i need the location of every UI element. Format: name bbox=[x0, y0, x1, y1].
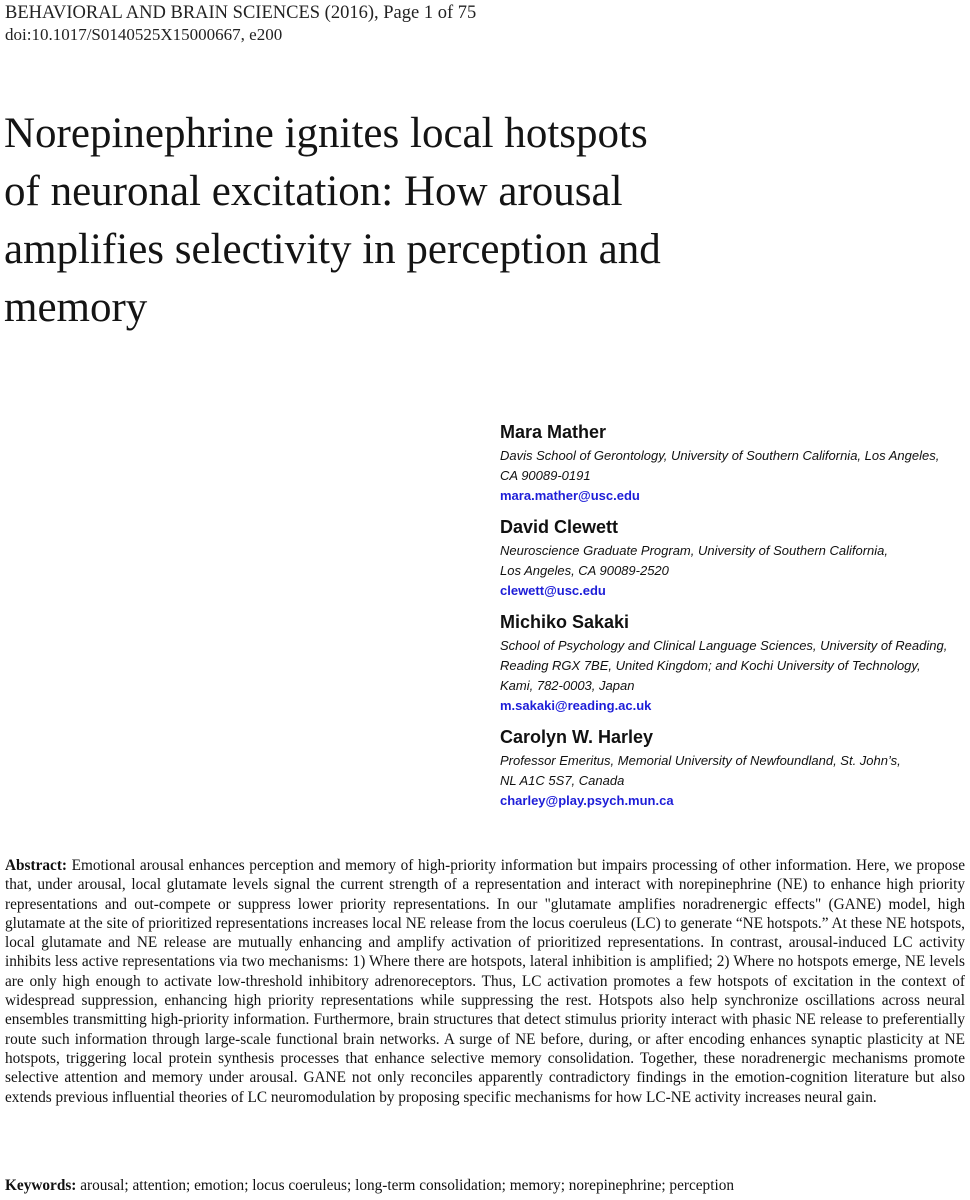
author-name: Carolyn W. Harley bbox=[500, 727, 654, 747]
author-block bbox=[500, 513, 965, 601]
title-line: amplifies selectivity in perception and bbox=[4, 226, 661, 273]
author-name: Mara Mather bbox=[500, 422, 607, 442]
author-name: Michiko Sakaki bbox=[500, 612, 630, 632]
abstract bbox=[5, 856, 965, 1107]
author-block bbox=[500, 723, 965, 811]
author-affiliation: Neuroscience Graduate Program, University of Southern California, bbox=[500, 543, 889, 558]
author-affiliation: Reading RGX 7BE, United Kingdom; and Kochi University of Technology, bbox=[500, 658, 921, 673]
author-affiliation: Professor Emeritus, Memorial University of Newfoundland, St. John’s, bbox=[500, 753, 901, 768]
keywords-label: Keywords: bbox=[5, 1177, 77, 1194]
author-affiliation: NL A1C 5S7, Canada bbox=[500, 773, 625, 788]
author-affiliation: CA 90089-0191 bbox=[500, 468, 591, 483]
author-email-link[interactable]: charley@play.psych.mun.ca bbox=[500, 793, 674, 808]
author-list bbox=[500, 418, 965, 818]
title-line: Norepinephrine ignites local hotspots bbox=[4, 110, 648, 157]
title-line: of neuronal excitation: How arousal bbox=[4, 168, 623, 215]
title-line: memory bbox=[4, 284, 148, 331]
author-affiliation: Los Angeles, CA 90089-2520 bbox=[500, 563, 669, 578]
abstract-label: Abstract: bbox=[5, 857, 68, 874]
doi-line: doi:10.1017/S0140525X15000667, e200 bbox=[5, 25, 283, 44]
author-affiliation: School of Psychology and Clinical Language Sciences, University of Reading, bbox=[500, 638, 948, 653]
author-email-link[interactable]: m.sakaki@reading.ac.uk bbox=[500, 698, 652, 713]
paper-title bbox=[4, 105, 804, 337]
journal-header bbox=[5, 3, 476, 45]
author-block bbox=[500, 418, 965, 506]
keywords bbox=[5, 1176, 965, 1196]
author-block bbox=[500, 608, 965, 716]
author-email-link[interactable]: clewett@usc.edu bbox=[500, 583, 606, 598]
author-affiliation: Kami, 782-0003, Japan bbox=[500, 678, 635, 693]
author-email-link[interactable]: mara.mather@usc.edu bbox=[500, 488, 640, 503]
author-name: David Clewett bbox=[500, 517, 619, 537]
author-affiliation: Davis School of Gerontology, University of Southern California, Los Angeles, bbox=[500, 448, 940, 463]
keywords-text: arousal; attention; emotion; locus coeruleus; long-term consolidation; memory; norepinephrine; perception bbox=[80, 1177, 734, 1194]
journal-citation: BEHAVIORAL AND BRAIN SCIENCES (2016), Page 1 of 75 bbox=[5, 3, 477, 23]
abstract-text: Emotional arousal enhances perception and memory of high-priority information but impairs processing of other information. Here, we propose that, under arousal, local glutamate levels signal the current strength of a representation and interact with norepinephrine (NE) to enhance high priority representations and out-compete or suppress lower priority representations. In our "glutamate amplifies noradrenergic effects" (GANE) model, high glutamate at the site of prioritized representations increases local NE release from the locus coeruleus (LC) to generate “NE hotspots.” At these NE hotspots, local glutamate and NE release are mutually enhancing and amplify activation of prioritized representations. In contrast, arousal-induced LC activity inhibits less active representations via two mechanisms: 1) Where there are hotspots, lateral inhibition is amplified; 2) Where no hotspots emerge, NE levels are only high enough to activate low-threshold inhibitory adrenoreceptors. Thus, LC activation promotes a few hotspots of excitation in the context of widespread suppression, enhancing high priority representations while suppressing the rest. Hotspots also help synchronize oscillations across neural ensembles transmitting high-priority information. Furthermore, brain structures that detect stimulus priority interact with phasic NE release to preferentially route such information through large-scale functional brain networks. A surge of NE before, during, or after encoding enhances synaptic plasticity at NE hotspots, triggering local protein synthesis processes that enhance selective memory consolidation. Together, these noradrenergic mechanisms promote selective attention and memory under arousal. GANE not only reconciles apparently contradictory findings in the emotion-cognition literature but also extends previous influential theories of LC neuromodulation by proposing specific mechanisms for how LC-NE activity increases neural gain. bbox=[5, 857, 965, 1106]
